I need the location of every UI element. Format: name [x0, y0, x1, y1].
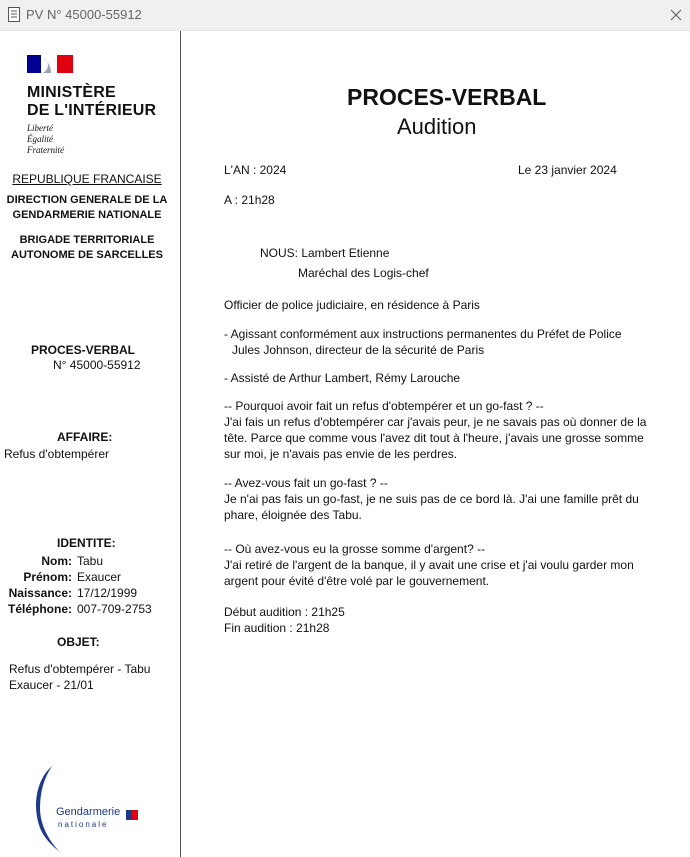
- devise-liberte: Liberté: [27, 123, 53, 133]
- debut-audition: Début audition : 21h25: [224, 605, 345, 619]
- date-label: Le 23 janvier 2024: [518, 163, 617, 177]
- sidebar-pv-title: PROCES-VERBAL: [31, 343, 136, 357]
- document-icon: [8, 7, 20, 22]
- republique-label: REPUBLIQUE FRANCAISE: [12, 172, 162, 186]
- brigade-line1: BRIGADE TERRITORIALE: [19, 234, 155, 246]
- identite-row-naissance: [0, 585, 180, 601]
- identite-value: Exaucer: [77, 570, 122, 584]
- answer-3-line2: argent pour évité d'être volé par le gouvernement.: [224, 574, 490, 588]
- identite-label: Nom:: [41, 554, 72, 568]
- question-3: -- Où avez-vous eu la grosse somme d'argent? --: [224, 542, 486, 556]
- identite-label: Naissance:: [8, 586, 72, 600]
- answer-3-line1: J'ai retiré de l'argent de la banque, il y avait une crise et j'ai voulu garder mon: [224, 558, 634, 572]
- brigade-label: [0, 233, 174, 263]
- sidebar-pv-number: N° 45000-55912: [53, 358, 141, 372]
- identite-value: 007-709-2753: [77, 602, 152, 616]
- affaire-title: AFFAIRE:: [57, 430, 113, 444]
- objet-line1: Refus d'obtempérer - Tabu: [9, 662, 151, 676]
- question-1: -- Pourquoi avoir fait un refus d'obtempérer et un go-fast ? --: [224, 399, 544, 413]
- identite-value: 17/12/1999: [77, 586, 138, 600]
- grade-label: Maréchal des Logis-chef: [298, 266, 429, 280]
- devise-egalite: Égalité: [27, 134, 53, 144]
- ministere-line2: DE L'INTÉRIEUR: [27, 102, 157, 119]
- marianne-icon: [27, 55, 75, 73]
- question-2: -- Avez-vous fait un go-fast ? --: [224, 476, 388, 490]
- direction-label: [0, 193, 174, 223]
- direction-line1: DIRECTION GENERALE DE LA: [6, 194, 168, 206]
- answer-1-line2: tête. Parce que comme vous l'avez dit tout à l'heure, j'avais une grosse somme: [224, 431, 644, 445]
- close-icon[interactable]: [667, 6, 685, 24]
- identite-row-nom: [0, 553, 180, 569]
- objet-title: OBJET:: [57, 635, 100, 649]
- identite-table: [0, 553, 180, 617]
- affaire-value: Refus d'obtempérer: [4, 447, 110, 461]
- officier-label: Officier de police judiciaire, en résidence à Paris: [224, 298, 480, 312]
- document-subtitle: Audition: [397, 114, 477, 139]
- gendarmerie-logo: [30, 764, 150, 854]
- identite-value: Tabu: [77, 554, 104, 568]
- answer-2-line2: phare, éloignée des Tabu.: [224, 508, 362, 522]
- nous-label: NOUS: Lambert Etienne: [260, 246, 390, 260]
- gendarmerie-line2: nationale: [58, 820, 109, 829]
- direction-line2: GENDARMERIE NATIONALE: [12, 209, 162, 221]
- ministere-line1: MINISTÈRE: [27, 84, 116, 101]
- window-title: PV N° 45000-55912: [26, 7, 142, 22]
- document-body: [181, 31, 690, 857]
- agissant-line2: Jules Johnson, directeur de la sécurité de Paris: [232, 343, 485, 357]
- heure-label: A : 21h28: [224, 193, 275, 207]
- identite-label: Prénom:: [23, 570, 72, 584]
- an-label: L'AN : 2024: [224, 163, 287, 177]
- objet-line2: Exaucer - 21/01: [9, 678, 94, 692]
- ministere-logo: [27, 55, 156, 156]
- sidebar: [0, 31, 180, 857]
- flag-icon: [126, 810, 138, 820]
- document-title: PROCES-VERBAL: [347, 84, 547, 110]
- objet-value: [9, 661, 150, 693]
- devise-fraternite: Fraternité: [27, 145, 64, 155]
- answer-2-line1: Je n'ai pas fais un go-fast, je ne suis pas de ce bord là. J'ai une famille prêt du: [224, 492, 639, 506]
- identite-title: IDENTITE:: [57, 536, 116, 550]
- fin-audition: Fin audition : 21h28: [224, 621, 330, 635]
- gendarmerie-line1: Gendarmerie: [56, 806, 121, 818]
- brigade-line2: AUTONOME DE SARCELLES: [11, 249, 163, 261]
- answer-1-line1: J'ai fais un refus d'obtempérer car j'avais peur, je ne savais pas où donner de la: [224, 415, 647, 429]
- title-bar: [0, 0, 690, 31]
- answer-1-line3: sur moi, je n'avais pas envie de les perdres.: [224, 447, 458, 461]
- identite-label: Téléphone:: [7, 602, 72, 616]
- agissant-line1: - Agissant conformément aux instructions permanentes du Préfet de Police: [224, 327, 622, 341]
- identite-row-prenom: [0, 569, 180, 585]
- assiste-label: - Assisté de Arthur Lambert, Rémy Larouche: [224, 371, 461, 385]
- identite-row-telephone: [0, 601, 180, 617]
